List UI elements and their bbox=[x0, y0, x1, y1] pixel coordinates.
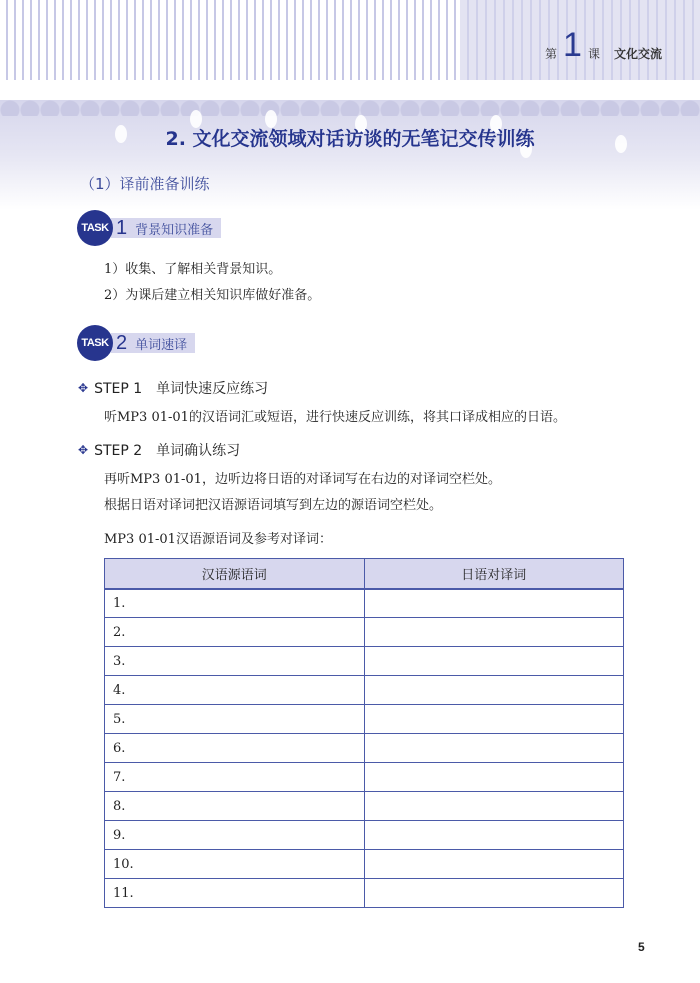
table-row bbox=[105, 705, 624, 734]
translation-cell[interactable] bbox=[364, 734, 624, 763]
task-label: 单词速译 bbox=[135, 337, 188, 353]
step-2-heading bbox=[78, 440, 240, 460]
task-badge: TASK bbox=[77, 210, 113, 246]
task1-item: 2）为课后建立相关知识库做好准备。 bbox=[104, 288, 321, 303]
vocabulary-table bbox=[104, 558, 624, 908]
lesson-suffix: 课 bbox=[587, 47, 600, 61]
lesson-number: 1 bbox=[563, 26, 582, 64]
task-label: 背景知识准备 bbox=[135, 222, 214, 238]
source-word-cell[interactable]: 9. bbox=[105, 821, 365, 850]
step2-text: 根据日语对译词把汉语源语词填写到左边的源语词空栏处。 bbox=[104, 498, 443, 513]
translation-cell[interactable] bbox=[364, 792, 624, 821]
task-number: 2 bbox=[116, 331, 128, 354]
lesson-prefix: 第 bbox=[545, 47, 558, 61]
task-number: 1 bbox=[116, 216, 128, 239]
translation-cell[interactable] bbox=[364, 850, 624, 879]
translation-cell[interactable] bbox=[364, 589, 624, 618]
table-row bbox=[105, 589, 624, 618]
translation-cell[interactable] bbox=[364, 705, 624, 734]
table-row bbox=[105, 734, 624, 763]
section-title: 2. 文化交流领域对话访谈的无笔记交传训练 bbox=[165, 128, 535, 150]
source-word-cell[interactable]: 5. bbox=[105, 705, 365, 734]
task-badge: TASK bbox=[77, 325, 113, 361]
source-word-cell[interactable]: 6. bbox=[105, 734, 365, 763]
lesson-title: 文化交流 bbox=[613, 47, 662, 61]
step2-text: 再听MP3 01-01，边听边将日语的对译词写在右边的对译词空栏处。 bbox=[104, 472, 501, 487]
subsection-title: （1）译前准备训练 bbox=[80, 175, 210, 193]
table-row bbox=[105, 792, 624, 821]
page-number: 5 bbox=[638, 940, 645, 954]
source-word-cell[interactable]: 8. bbox=[105, 792, 365, 821]
step-1-heading bbox=[78, 378, 268, 398]
step1-text: 听MP3 01-01的汉语词汇或短语，进行快速反应训练，将其口译成相应的日语。 bbox=[104, 410, 566, 425]
scallop-border bbox=[0, 100, 700, 116]
translation-cell[interactable] bbox=[364, 647, 624, 676]
task1-item: 1）收集、了解相关背景知识。 bbox=[104, 262, 282, 277]
source-word-cell[interactable]: 4. bbox=[105, 676, 365, 705]
table-row bbox=[105, 763, 624, 792]
column-header: 日语对译词 bbox=[364, 559, 624, 589]
step-label: STEP 1 单词快速反应练习 bbox=[94, 381, 269, 397]
diamond-bullet-icon: ✥ bbox=[78, 381, 89, 395]
translation-cell[interactable] bbox=[364, 618, 624, 647]
translation-cell[interactable] bbox=[364, 676, 624, 705]
step-label: STEP 2 单词确认练习 bbox=[94, 443, 241, 459]
task-1-heading bbox=[77, 210, 221, 246]
source-word-cell[interactable]: 11. bbox=[105, 879, 365, 908]
table-row bbox=[105, 618, 624, 647]
source-word-cell[interactable]: 7. bbox=[105, 763, 365, 792]
table-row bbox=[105, 676, 624, 705]
task-2-heading bbox=[77, 325, 195, 361]
table-row bbox=[105, 850, 624, 879]
running-header bbox=[545, 28, 662, 62]
column-header: 汉语源语词 bbox=[105, 559, 365, 589]
table-row bbox=[105, 879, 624, 908]
table-row bbox=[105, 647, 624, 676]
table-row bbox=[105, 821, 624, 850]
translation-cell[interactable] bbox=[364, 879, 624, 908]
source-word-cell[interactable]: 1. bbox=[105, 589, 365, 618]
table-caption: MP3 01-01汉语源语词及参考对译词： bbox=[104, 532, 332, 547]
source-word-cell[interactable]: 10. bbox=[105, 850, 365, 879]
source-word-cell[interactable]: 3. bbox=[105, 647, 365, 676]
translation-cell[interactable] bbox=[364, 821, 624, 850]
source-word-cell[interactable]: 2. bbox=[105, 618, 365, 647]
diamond-bullet-icon: ✥ bbox=[78, 443, 89, 457]
translation-cell[interactable] bbox=[364, 763, 624, 792]
